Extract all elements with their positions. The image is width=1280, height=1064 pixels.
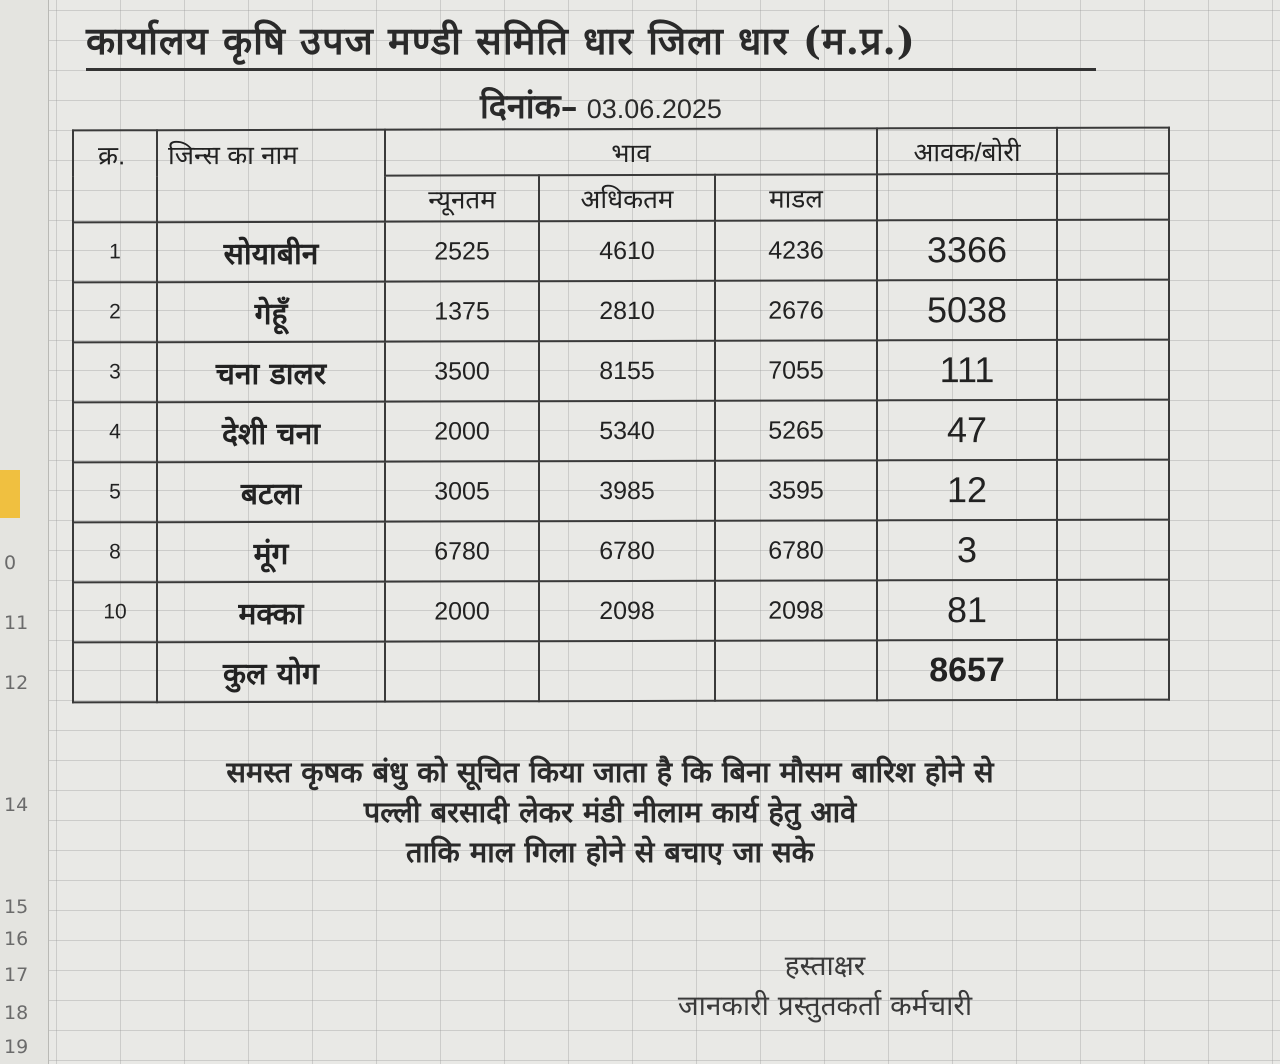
empty-cell[interactable] — [1057, 340, 1169, 400]
mandi-price-table — [72, 127, 1170, 704]
signature-label: हस्ताक्षर — [784, 949, 866, 982]
max-price-cell[interactable]: 5340 — [539, 401, 715, 461]
header-row — [73, 128, 1169, 177]
modal-price-cell[interactable]: 2098 — [715, 580, 877, 640]
min-price-cell[interactable]: 1375 — [385, 281, 539, 341]
arrival-cell[interactable]: 47 — [877, 400, 1057, 460]
sno-cell[interactable]: 3 — [73, 342, 157, 402]
commodity-cell[interactable]: मक्का — [157, 582, 385, 643]
modal-price-cell[interactable]: 3595 — [715, 460, 877, 520]
min-price-cell[interactable]: 3005 — [385, 461, 539, 521]
table-row — [73, 280, 1169, 343]
empty-cell[interactable] — [157, 176, 385, 223]
modal-price-header[interactable]: माडल — [715, 174, 877, 220]
sno-cell[interactable]: 5 — [73, 462, 157, 522]
empty-cell[interactable] — [385, 641, 539, 701]
max-price-cell[interactable]: 2810 — [539, 281, 715, 341]
min-price-cell[interactable]: 2000 — [385, 581, 539, 641]
max-price-header[interactable]: अधिकतम — [539, 175, 715, 221]
table-row — [73, 400, 1169, 463]
arrival-header[interactable]: आवक/बोरी — [877, 128, 1057, 174]
empty-cell[interactable] — [73, 176, 157, 222]
table-row — [73, 340, 1169, 403]
empty-cell[interactable] — [73, 642, 157, 702]
row-number[interactable]: 0 — [4, 552, 17, 574]
commodity-cell[interactable]: चना डालर — [157, 342, 385, 403]
empty-cell[interactable] — [539, 641, 715, 701]
max-price-cell[interactable]: 3985 — [539, 461, 715, 521]
table-row — [73, 580, 1169, 643]
row-number[interactable]: 14 — [4, 794, 29, 816]
empty-cell[interactable] — [1057, 580, 1169, 640]
selected-row-marker[interactable] — [0, 470, 20, 518]
row-number[interactable]: 12 — [4, 672, 29, 694]
commodity-cell[interactable]: मूंग — [157, 522, 385, 583]
min-price-cell[interactable]: 2525 — [385, 221, 539, 281]
min-price-header[interactable]: न्यूनतम — [385, 175, 539, 221]
sno-cell[interactable]: 4 — [73, 402, 157, 462]
empty-cell[interactable] — [1057, 220, 1169, 280]
arrival-cell[interactable]: 5038 — [877, 280, 1057, 340]
modal-price-cell[interactable]: 6780 — [715, 520, 877, 580]
arrival-cell[interactable]: 3366 — [877, 220, 1057, 280]
table-row — [73, 460, 1169, 523]
table-row — [73, 520, 1169, 583]
empty-cell[interactable] — [715, 640, 877, 700]
arrival-cell[interactable]: 3 — [877, 520, 1057, 580]
commodity-cell[interactable]: गेहूँ — [157, 282, 385, 343]
row-number[interactable]: 19 — [4, 1036, 29, 1058]
sno-cell[interactable]: 2 — [73, 282, 157, 342]
subheader-row — [73, 174, 1169, 223]
commodity-cell[interactable]: बटला — [157, 462, 385, 523]
commodity-cell[interactable]: सोयाबीन — [157, 222, 385, 283]
notice-line: ताकि माल गिला होने से बचाए जा सके — [405, 835, 815, 869]
date-label: दिनांक– — [480, 87, 578, 127]
office-title: कार्यालय कृषि उपज मण्डी समिति धार जिला धार (म.प्र.) — [86, 14, 1096, 71]
sno-cell[interactable]: 10 — [73, 582, 157, 642]
sno-cell[interactable]: 1 — [73, 222, 157, 282]
row-number[interactable]: 18 — [4, 1002, 29, 1024]
modal-price-cell[interactable]: 2676 — [715, 280, 877, 340]
row-header-column — [0, 0, 49, 1064]
empty-cell[interactable] — [1057, 640, 1169, 700]
empty-cell[interactable] — [1057, 520, 1169, 580]
max-price-cell[interactable]: 6780 — [539, 521, 715, 581]
empty-cell[interactable] — [1057, 460, 1169, 520]
total-arrival-value[interactable]: 8657 — [877, 640, 1057, 700]
signatory-designation: जानकारी प्रस्तुतकर्ता कर्मचारी — [677, 989, 973, 1022]
empty-cell[interactable] — [1057, 174, 1169, 220]
commodity-header[interactable]: जिन्स का नाम — [157, 130, 385, 177]
signature-block — [600, 946, 1050, 1026]
notice-line: समस्त कृषक बंधु को सूचित किया जाता है कि बिना मौसम बारिश होने से — [226, 755, 994, 789]
min-price-cell[interactable]: 3500 — [385, 341, 539, 401]
max-price-cell[interactable]: 4610 — [539, 221, 715, 281]
empty-cell[interactable] — [1057, 280, 1169, 340]
empty-cell[interactable] — [1057, 128, 1169, 174]
arrival-cell[interactable]: 81 — [877, 580, 1057, 640]
date-line — [480, 82, 722, 128]
empty-cell[interactable] — [1057, 400, 1169, 460]
sno-header[interactable]: क्र. — [73, 130, 157, 176]
arrival-cell[interactable]: 111 — [877, 340, 1057, 400]
min-price-cell[interactable]: 6780 — [385, 521, 539, 581]
modal-price-cell[interactable]: 5265 — [715, 400, 877, 460]
modal-price-cell[interactable]: 7055 — [715, 340, 877, 400]
arrival-cell[interactable]: 12 — [877, 460, 1057, 520]
date-value: 03.06.2025 — [586, 94, 722, 124]
row-number[interactable]: 11 — [4, 612, 29, 634]
sno-cell[interactable]: 8 — [73, 522, 157, 582]
empty-cell[interactable] — [877, 174, 1057, 220]
max-price-cell[interactable]: 2098 — [539, 581, 715, 641]
total-row — [73, 640, 1169, 703]
max-price-cell[interactable]: 8155 — [539, 341, 715, 401]
farmer-notice — [90, 752, 1130, 872]
total-label[interactable]: कुल योग — [157, 642, 385, 703]
notice-line: पल्ली बरसादी लेकर मंडी नीलाम कार्य हेतु आवे — [363, 795, 857, 829]
row-number[interactable]: 17 — [4, 964, 29, 986]
table-row — [73, 220, 1169, 283]
modal-price-cell[interactable]: 4236 — [715, 220, 877, 280]
row-number[interactable]: 16 — [4, 928, 29, 950]
min-price-cell[interactable]: 2000 — [385, 401, 539, 461]
price-group-header[interactable]: भाव — [385, 128, 877, 175]
row-number[interactable]: 15 — [4, 896, 29, 918]
commodity-cell[interactable]: देशी चना — [157, 402, 385, 463]
